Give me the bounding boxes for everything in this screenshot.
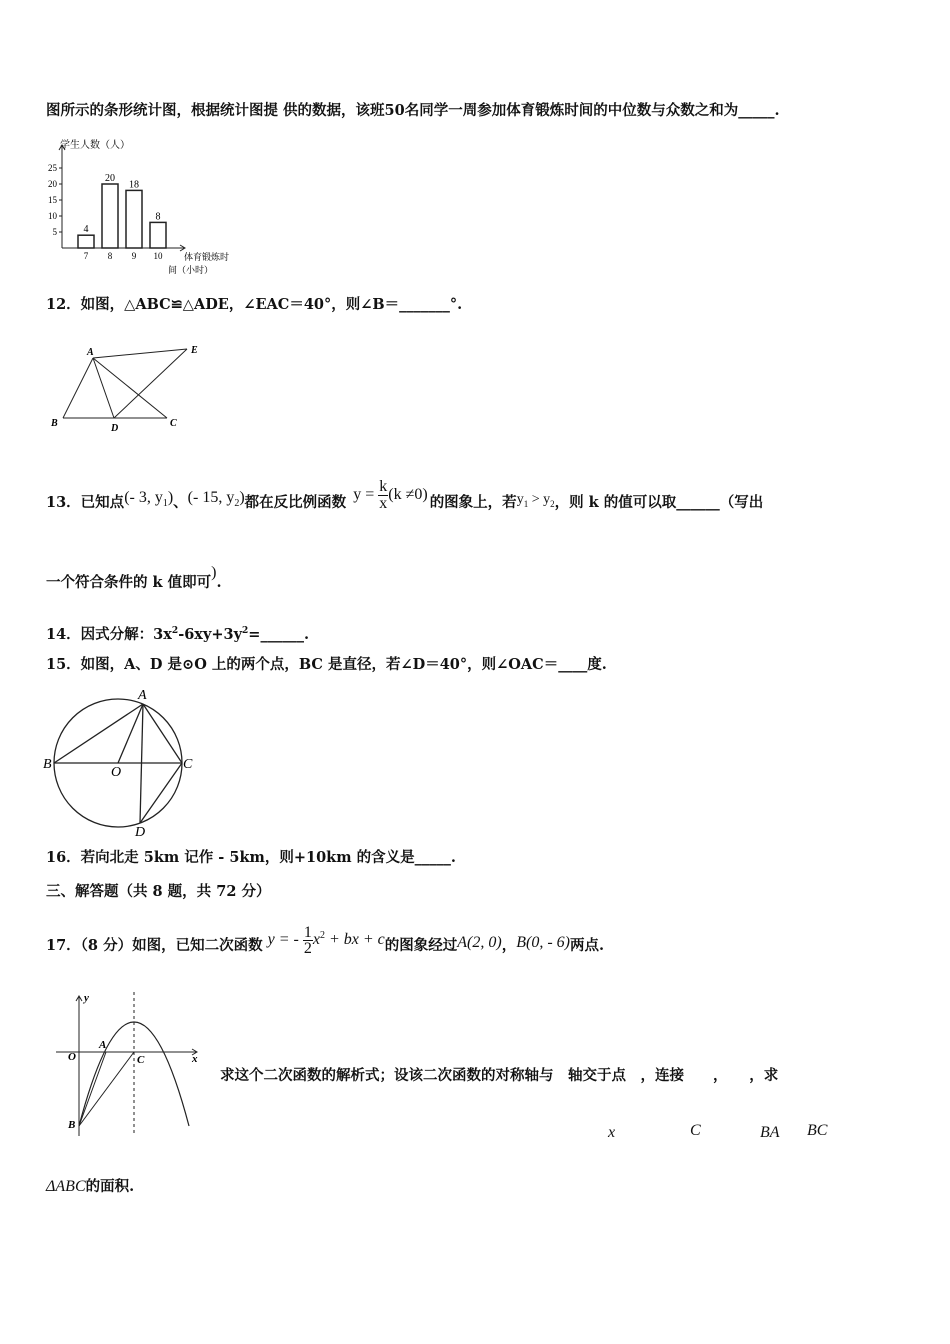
segment-ba	[79, 1052, 106, 1126]
chart-y-tick-label: 20	[48, 179, 57, 189]
q13-tail: ，则 k 的值可以取______（写出	[554, 494, 764, 512]
q17-float-c: C	[690, 1122, 701, 1139]
q17-parabola-graph	[54, 988, 204, 1138]
q17-text: 17．（8 分）如图，已知二次函数 y = - $\frac{1}{2}$ $x^2$ + bx + c的图象经过A(2, 0)，B(0, - 6)两点.	[46, 924, 605, 957]
q17-final-line: ΔABC的面积.	[46, 1178, 135, 1195]
chart-bar	[78, 235, 94, 248]
chart-bar	[102, 184, 118, 248]
chart-x-tick-label: 7	[83, 251, 89, 261]
segment-ae	[93, 349, 187, 358]
segment-ac	[93, 358, 167, 418]
label-y: y	[84, 992, 89, 1004]
segment-ac	[143, 704, 182, 763]
q17-float-bc: BC	[807, 1122, 828, 1139]
q13-line1: 13．已知点(- 3, $y_1$)、(- 15, $y_2$)都在反比例函数 y = $\frac{k}{x}$ (k ≠0) 的图象上，若$y_1 > y_2$，则 k 的值可以取______（写出	[46, 478, 764, 512]
inverse-function: y = $\frac{k}{x}$ (k ≠0)	[353, 478, 428, 512]
q12-text: 12．如图，△ABC≌△ADE，∠EAC＝40°，则∠B＝_______°.	[46, 296, 463, 313]
q16-text: 16．若向北走 5km 记作 - 5km，则+10km 的含义是_____.	[46, 849, 456, 866]
chart-y-tick-label: 5	[52, 227, 57, 237]
q17-float-x: x	[608, 1124, 616, 1141]
label-o: O	[68, 1051, 76, 1063]
section-heading: 三、解答题（共 8 题，共 72 分）	[46, 883, 271, 900]
chart-data-label: 8	[155, 211, 161, 223]
label-b: B	[68, 1119, 76, 1131]
chart-y-tick-label: 10	[48, 211, 57, 221]
chart-y-tick-label: 15	[48, 195, 57, 205]
segment-ab	[54, 704, 143, 763]
parabola	[79, 1022, 189, 1126]
label-c: C	[183, 757, 193, 772]
chart-xlabel: 间（小时）	[168, 265, 214, 275]
label-c: C	[170, 418, 177, 429]
segment-bc	[79, 1052, 134, 1126]
label-b: B	[43, 757, 52, 772]
label-o: O	[111, 765, 122, 780]
label-x: x	[192, 1053, 198, 1065]
label-e: E	[191, 345, 198, 356]
q15-text: 15．如图，A、D 是⊙O 上的两个点，BC 是直径，若∠D＝40°，则∠OAC＝____度.	[46, 656, 607, 673]
chart-data-label: 18	[129, 179, 139, 191]
chart-x-tick-label: 9	[131, 251, 137, 261]
chart-data-label: 20	[105, 173, 115, 184]
label-b: B	[51, 418, 58, 429]
chart-y-tick-label: 25	[48, 163, 57, 173]
chart-bar	[126, 190, 142, 248]
segment-cd	[140, 763, 182, 823]
chart-bar	[150, 222, 166, 248]
label-c: C	[137, 1054, 145, 1066]
chart-xlabel: 体育锻炼时	[184, 252, 230, 262]
q13-mid: 都在反比例函数	[244, 494, 347, 512]
label-a: A	[138, 688, 147, 703]
bar-chart	[44, 136, 234, 276]
segment-ab	[63, 358, 93, 418]
q13-point2: (- 15, y	[187, 489, 235, 507]
q13-prefix: 13．已知点	[46, 494, 125, 512]
q14-text: 14．因式分解：$3x^2-6xy+3y^2=\_\_\_\_\_\_$.	[46, 625, 309, 643]
q12-triangle-figure	[46, 338, 206, 438]
label-d: D	[135, 825, 146, 838]
q13-line2: 一个符合条件的 k 值即可).	[46, 564, 222, 591]
q15-circle-figure	[40, 686, 200, 838]
chart-data-label: 4	[83, 224, 89, 236]
label-d: D	[111, 423, 119, 434]
chart-x-tick-label: 8	[107, 251, 113, 261]
q17-float-ba: BA	[760, 1124, 780, 1141]
q11-text: 图所示的条形统计图，根据统计图提 供的数据，该班50名同学一周参加体育锻炼时间的中位数与众数之和为_____.	[46, 102, 780, 119]
label-a: A	[99, 1039, 107, 1051]
chart-ylabel: 学生人数（人）	[60, 140, 130, 151]
q17-body: 求这个二次函数的解析式；设该二次函数的对称轴与 轴交于点 ，连接 ， ，求	[220, 1067, 779, 1084]
label-a: A	[87, 347, 94, 358]
chart-x-tick-label: 10	[153, 251, 163, 261]
quadratic-function: y = - $\frac{1}{2}$ $x^2$ + bx + c	[267, 924, 385, 957]
q13-point1: (- 3, y	[124, 489, 163, 507]
